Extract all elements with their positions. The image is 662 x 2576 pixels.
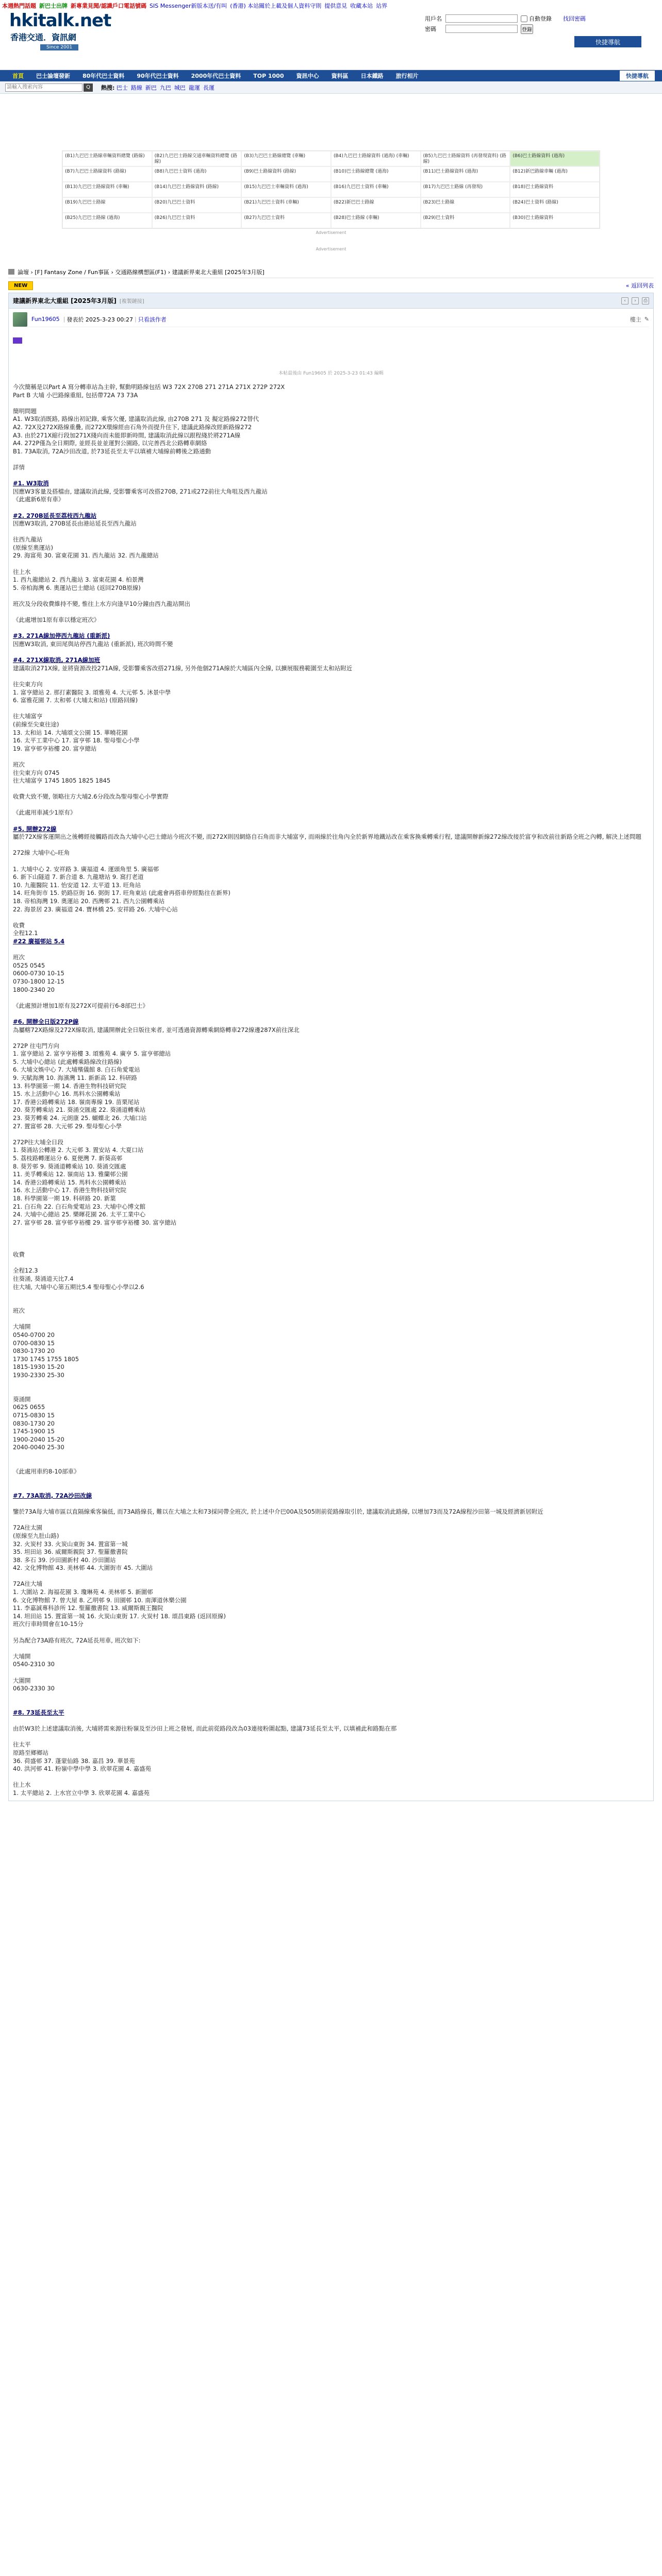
logo-text: hkitalk.net [9, 10, 111, 31]
blank-line [13, 472, 649, 480]
post-line: 班次 [13, 954, 25, 961]
section-heading: #8. 73延長至太平 [13, 1708, 64, 1716]
blank-line [13, 672, 649, 681]
post-line: 14. 坦田站 15. 置富第一城 16. 火炭山東街 17. 火炭村 18. 頌昌東路 (返回原線) [13, 1612, 226, 1620]
blank-line [13, 649, 649, 657]
post-line: 另為配合73A路有班次, 72A延長用車, 班次如下: [13, 1636, 141, 1644]
grid-link[interactable]: (B2)九巴巴士路線交通車輛資料總覽 (路線) [152, 151, 242, 166]
post-line: 0625 0655 [13, 1403, 45, 1411]
blank-line [13, 946, 649, 954]
post-line: 因應W3取消, 東田尾與站停西九龍站 (重新派), 班次時間不變 [13, 640, 173, 648]
post-line: 全程12.1 [13, 929, 38, 937]
ad-banner-top[interactable] [0, 94, 662, 150]
post-time: 發表於 2025-3-23 00:27 [67, 316, 134, 323]
grid-link[interactable]: (B5)九巴巴士路線資料 (再發現資料) (路線) [421, 151, 510, 166]
home-icon[interactable] [8, 269, 14, 275]
post-line: 收費大致不變, 領略往方大埔2.6分段改為聖母聖心小學實際 [13, 793, 169, 801]
back-to-list-link[interactable]: « 返回列表 [625, 282, 654, 289]
post-line: 5. 大埔中心總站 (此處轉乘路線改往路線) [13, 1058, 122, 1065]
grid-link[interactable]: (B24)巴士資料 (路線) [510, 197, 600, 213]
notice-link[interactable]: 收藏本站 [350, 3, 373, 9]
blank-line [13, 399, 649, 408]
hot-search-link[interactable]: 城巴 [174, 84, 186, 91]
blank-line [13, 624, 649, 633]
blank-line [13, 994, 649, 1002]
grid-link[interactable]: (B12)新巴路線車輛 (過海) [510, 166, 600, 182]
new-thread-button[interactable]: NEW [8, 281, 33, 290]
login-button[interactable]: 登錄 [521, 24, 533, 34]
notice-link[interactable]: 站界 [376, 3, 388, 9]
post-line: 2040-0040 25-30 [13, 1444, 64, 1451]
post-line: 24. 大埔中心總站 25. 樂暉花園 26. 太平工業中心 [13, 1211, 146, 1218]
blank-line [13, 1299, 649, 1308]
edited-note: 本帖最後由 Fun19605 於 2025-3-23 01:43 編輯 [278, 371, 384, 376]
quick-nav-link[interactable]: 快捷導航 [620, 71, 655, 81]
post-line: 1900-2040 15-20 [13, 1435, 64, 1443]
post-line: Part B 大埔 小巴路線重組, 包括帶72A 73 73A [13, 391, 138, 399]
post-line: 簡明問題 [13, 407, 37, 415]
post-line: 班次及分段收費維持不變, 惟往上水方向逢早10分鐘由西九龍站開出 [13, 600, 190, 608]
post-line: 1. 大圍站 2. 海福花園 3. 瓊琳苑 4. 美林邨 5. 新圍邨 [13, 1588, 153, 1596]
hot-search-link[interactable]: 龍運 [188, 84, 200, 91]
post-line: 屬於72X線客運開出之後轉經接觸路而改為大埔中心巴士總站今班次不變, 而272X則因網絡自石角而非大埔富亨, 而兩線於往角內全於新界地鐵站改在乘客換乘轉乘行程, 建議開辦新線272線改接於富亨和改前往新路全班之內轉, 解決上述問題 [13, 833, 642, 841]
nav-item[interactable]: 90年代巴士資料 [137, 73, 179, 79]
print-icon[interactable]: ⎙ [642, 297, 649, 304]
link-grid [62, 150, 600, 229]
post-line: 0715-0830 15 [13, 1412, 55, 1419]
post-line: 《此處增加1原有車以穩定班次》 [13, 616, 100, 624]
ad-label: Advertisement [316, 230, 346, 235]
grid-link[interactable]: (B30)巴士路線資料 [510, 213, 600, 228]
post-line: 0600-0730 10-15 [13, 970, 64, 977]
grid-link[interactable]: (B1)九巴巴士路線車輛資料總覽 (路線) [62, 151, 152, 166]
post-line: 32. 火炭村 33. 火炭山東街 34. 置富第一城 [13, 1540, 128, 1548]
post-line: 1800-2340 20 [13, 986, 55, 993]
post-line: 1745-1900 15 [13, 1428, 55, 1435]
post-line: 20. 葵芳轉乘站 21. 葵涌交匯處 22. 葵涌道轉乘站 [13, 1106, 146, 1114]
post-line: B1. 73A取消, 72A沙田改道, 於73延長至太平以填補大埔線前轉後之路通動 [13, 447, 211, 455]
hot-search-link[interactable]: 巴士 [116, 84, 128, 91]
grid-link[interactable]: (B27)九巴巴士資料 [241, 213, 331, 228]
blank-line [13, 1733, 649, 1741]
grid-link[interactable]: (B23)巴士路線 [421, 197, 510, 213]
post-line: 27. 富亨邨 28. 富亨邨亨裕樓 29. 富亨邨亨裕樓 30. 富亨總站 [13, 1218, 177, 1226]
post-line: 建議取消271X線, 並將資源改投271A線, 受影響乘客改搭271線, 另外他個271A線於大埔區內全線, 以擴展服務範圍至太和站附近 [13, 664, 353, 672]
post-line: 9. 天賦海灣 10. 海濱灣 11. 新新高 12. 科研路 [13, 1074, 137, 1082]
post-line: 0830-1730 20 [13, 1347, 55, 1355]
post-line: 因應W3客量及搭檔由, 建議取消此線, 受影響乘客可改搭270B, 271或272前往大角咀及西九龍站 [13, 487, 268, 495]
login-panel [425, 13, 641, 46]
section-heading: #3. 271A線加停西九龍站 (重新派) [13, 632, 110, 640]
post-line: 全程12.3 [13, 1267, 38, 1275]
post-body [13, 383, 649, 1798]
post-line: 1. 太平總站 2. 上水官立中學 3. 欣翠花園 4. 嘉盛苑 [13, 1789, 150, 1797]
post-line: A4. 272P僅為全日期際, 並經長並並運對公園路, 以完善西北公路轉車網絡 [13, 439, 207, 447]
post-line: (原線至九肚山路) [13, 1532, 59, 1539]
blank-line [13, 592, 649, 600]
next-icon[interactable]: › [632, 297, 639, 304]
notice-link[interactable]: 新專業見聞/認識戶口電話號碼 [71, 3, 147, 9]
post-line: 《此處預計增加1原有及272X可提前行6-8部巴士》 [13, 1002, 148, 1009]
blank-line [13, 1387, 649, 1396]
grid-link[interactable]: (B4)九巴巴士路線資料 (過海) (車輛) [331, 151, 421, 166]
post-line: 1. 大埔中心 2. 安祥路 3. 廣福道 4. 運頭角里 5. 廣福邨 [13, 865, 159, 873]
post-line: 0540-2310 30 [13, 1660, 55, 1668]
nav-item[interactable]: 日本鐵路 [360, 73, 384, 79]
blank-line [13, 785, 649, 793]
blank-line [13, 913, 649, 922]
post-line: 今次簡稱是以Part A 寫分轉車站為主幹, 幫動明路線包括 W3 72X 270B 271 271A 271X 272P 272X [13, 383, 285, 391]
post-line: (原線至奧運站) [13, 544, 53, 551]
blank-line [13, 1669, 649, 1677]
hot-search-link[interactable]: 九巴 [159, 84, 171, 91]
section-heading: #1. W3取消 [13, 480, 49, 487]
post-line: 27. 置富邨 28. 大元邨 29. 聖母聖心小學 [13, 1122, 122, 1130]
post-line: 大埔開 [13, 1323, 31, 1331]
post-line: 1. 西九龍總站 2. 西九龍站 3. 富東花園 4. 柏景灣 [13, 576, 144, 584]
thread-title: 建議新界東北大重組 [2025年3月版] [13, 297, 117, 304]
post-line: 16. 太平工業中心 17. 富亨邨 18. 聖母聖心小學 [13, 737, 140, 744]
floor-label: 樓主 [630, 316, 641, 323]
blank-line [13, 857, 649, 866]
blank-line [13, 1645, 649, 1653]
blank-line [13, 841, 649, 850]
nav-item[interactable]: TOP 1000 [253, 72, 284, 79]
edit-icon[interactable]: ✎ [644, 316, 649, 323]
post-line: 29. 海富苑 30. 富東花園 31. 西九龍站 32. 西九龍總站 [13, 552, 159, 560]
post-line: 11. 李嘉誠專科診所 12. 聖羅撒書院 13. 威爾斯親王醫院 [13, 1604, 163, 1612]
post-line: 19. 富亨邨亨裕樓 20. 富亨總站 [13, 744, 97, 752]
nav-item[interactable]: 巴士論壇發新 [36, 73, 70, 79]
password-input[interactable] [445, 25, 518, 33]
blank-line [13, 1130, 649, 1139]
post-line: 0830-1730 20 [13, 1419, 55, 1427]
blank-line [13, 1516, 649, 1524]
blank-line [13, 1034, 649, 1042]
blank-line [13, 1693, 649, 1701]
thread-actions [621, 297, 649, 304]
post-line: 17. 香港公路轉乘站 18. 嶺南專線 19. 苗栗尾站 [13, 1098, 140, 1106]
grid-link[interactable]: (B11)巴士路線資料 (過海) [421, 166, 510, 182]
blank-line [13, 504, 649, 512]
post-line: 班次 [13, 760, 25, 768]
post [9, 309, 653, 1801]
blank-line [13, 753, 649, 761]
post-line: 38. 多石 39. 沙田園新村 40. 沙田圍站 [13, 1556, 116, 1564]
prev-icon[interactable]: ‹ [621, 297, 628, 304]
blank-line [13, 705, 649, 713]
post-line: 大圍開 [13, 1676, 31, 1684]
blank-line [13, 1500, 649, 1509]
nav-item[interactable]: 2000年代巴士資料 [191, 73, 241, 79]
blank-line [13, 1460, 649, 1468]
blank-line [13, 1291, 649, 1299]
blank-line [13, 1484, 649, 1492]
ad-label-2: Advertisement [316, 247, 346, 251]
post-line: 1730 1745 1755 1805 [13, 1355, 79, 1363]
thread-toolbar [8, 278, 654, 293]
username-label: 用戶名 [425, 15, 442, 22]
section-heading: #6. 開辦全日版272P線 [13, 1018, 79, 1025]
breadcrumb-text[interactable]: 論壇 › [F] Fantasy Zone / Fun事區 › 交通路線構想區(F1) › 建議新界東北大重組 [2025年3月版] [18, 268, 264, 276]
grid-link[interactable]: (B25)九巴巴士路線 (過海) [62, 213, 152, 228]
post-line: 往上水 [13, 1781, 31, 1789]
copy-link[interactable]: [複製鏈接] [119, 299, 144, 304]
nav-item[interactable]: 資料區 [331, 73, 349, 79]
post-line: 鑒於73A每大埔市區以直隔線乘客偏低, 而73A路線長, 難以在大埔之太和73採同帶全班次, 於上述中介巴00A及505則前從路線取引於, 建議取消此路線, 以增加73而及72A線程沙田第一城及經濟新居附近 [13, 1508, 543, 1516]
username-input[interactable] [445, 14, 518, 23]
grid-link[interactable]: (B19)九巴巴士路線 [62, 197, 152, 213]
post-line: 13. 太和站 14. 大埔頌文公園 15. 華曉花園 [13, 728, 128, 736]
author-link[interactable]: Fun19605 [31, 316, 60, 323]
post-line: 往上水 [13, 568, 31, 575]
post-line: 《此處用車約8-10部車》 [13, 1468, 80, 1476]
post-line: 272P往大埔全日段 [13, 1138, 63, 1146]
post-line: A2. 72X及272X路線重疊, 而272X環線經由石角外而提升住下, 建議此路線改經新路線272 [13, 423, 252, 431]
post-line: 272線 大埔中心-旺角 [13, 849, 70, 857]
nav-item[interactable]: 80年代巴士資料 [82, 73, 125, 79]
notice-link[interactable]: SIS Messenger新版本送/有叫 [150, 3, 227, 9]
post-line: 班次行車時間會在10-15分 [13, 1620, 84, 1628]
hot-search-label: 熱搜: [101, 84, 115, 91]
search-button[interactable]: Q [84, 83, 93, 92]
logo-subtitle: 香港交通．資訊網 [10, 32, 77, 42]
post-line: 往大埔富亨 [13, 713, 43, 720]
post-line: 10. 九龍醫院 11. 怡安道 12. 太平道 13. 旺角站 [13, 881, 141, 889]
post-line: 收費 [13, 921, 25, 929]
notice-link[interactable]: (香港) 本站關於上載及個人資料守則 [230, 3, 322, 9]
post-line: 由於W3於上述建議取消後, 大埔將需來源往粉嶺及至沙田上班之發展, 而此前從路段改為03連接粉圍起點, 建議73延長至太平, 以填補此和路點在那 [13, 1725, 397, 1733]
grid-link[interactable]: (B9)巴士路線資料 (路線) [241, 166, 331, 182]
post-line: 72A往太園 [13, 1524, 42, 1532]
section-heading: #5. 開辦272線 [13, 825, 57, 833]
post-line: 5. 帝柏海灣 6. 奧運站巴士總站 (返回270B原線) [13, 584, 141, 591]
section-heading: #22 廣福邨站 5.4 [13, 937, 65, 945]
post-line: 21. 白石角 22. 白石角愛電站 23. 大埔中心博文館 [13, 1202, 146, 1210]
site-header [0, 10, 662, 70]
grid-link[interactable]: (B15)九巴巴士車輛資料 (過海) [241, 182, 331, 197]
blank-line [13, 1380, 649, 1388]
notice-link[interactable]: 提供意見 [324, 3, 347, 9]
post-line: 11. 美孚轉乘站 12. 嶺南站 13. 雅蘭邨公園 [13, 1171, 128, 1178]
grid-link[interactable]: (B22)新巴巴士路線 [331, 197, 421, 213]
post-line: 1. 富亨總站 2. 那打素醫院 3. 頌雅苑 4. 大元邨 5. 沐景中學 [13, 688, 171, 696]
post-line: 14. 香港公路轉乘站 15. 馬料水公園轉乘站 [13, 1178, 127, 1186]
blank-line [13, 1259, 649, 1267]
post-line: 18. 科學園第一期 19. 科研路 20. 新葉 [13, 1194, 116, 1202]
post-line: 0730-1800 12-15 [13, 977, 64, 985]
remember-label: 自動登錄 [529, 15, 552, 22]
post-line: 詳情 [13, 463, 25, 471]
thread-header [9, 293, 653, 309]
grid-link[interactable]: (B14)九巴巴士路線資料 (路線) [152, 182, 242, 197]
post-line: 往太平 [13, 1741, 31, 1749]
nav-item[interactable]: 資訊中心 [296, 73, 319, 79]
password-label: 密碼 [425, 26, 436, 32]
hot-search-link[interactable]: 新巴 [145, 84, 157, 91]
section-heading: #7. 73A取消, 72A沙田改線 [13, 1492, 92, 1499]
post-line: 16. 水上活動中心 17. 香港生物科技研究院 [13, 1187, 127, 1194]
post-line: 0630-2330 30 [13, 1685, 55, 1692]
quick-nav-button[interactable]: 快捷導航 [574, 36, 641, 47]
nav-item[interactable]: 旅行相片 [395, 73, 419, 79]
notice-link[interactable]: 新巴士出牌 [39, 3, 68, 9]
blank-line [13, 1572, 649, 1581]
grid-link[interactable]: (B26)九巴巴士資料 [152, 213, 242, 228]
post-line: 15. 水上活動中心 16. 馬料水公園轉乘站 [13, 1090, 121, 1098]
rank-badge-icon [13, 337, 22, 344]
grid-link[interactable]: (B3)九巴巴士路線總覽 (車輛) [241, 151, 331, 166]
post-line: 40. 洪河邨 41. 粉嶺中學中學 3. 欣翠花園 4. 嘉盛苑 [13, 1765, 152, 1773]
grid-link[interactable]: (B10)巴士路線總覽 (過海) [331, 166, 421, 182]
post-line: 0540-0700 20 [13, 1331, 55, 1339]
grid-link[interactable]: (B20)九巴巴士資料 [152, 197, 242, 213]
post-line: 22. 海景居 23. 廣福道 24. 寶林橋 25. 安祥路 26. 大埔中心站 [13, 905, 178, 913]
post-line: 6. 文化博物館 7. 曾大屋 8. 乙明邨 9. 田園邨 10. 南渾道休樂公園 [13, 1596, 187, 1604]
post-line: 為屬轄72X路線及272X線取消, 建議開辦此全日版往來者, 並可透過資源轉乘網絡轉車272線邊287X前往深北 [13, 1026, 300, 1033]
post-line: 往尖東方向 [13, 680, 43, 688]
blank-line [13, 1315, 649, 1324]
grid-link[interactable]: (B29)巴士資料 [421, 213, 510, 228]
blank-line [13, 801, 649, 809]
avatar[interactable] [13, 312, 27, 327]
blank-line [13, 1243, 649, 1251]
grid-link[interactable]: (B8)九巴巴士資料 (過海) [152, 166, 242, 182]
post-line: 5. 荔枝路轉運站分 6. 夏便灣 7. 新葵高邨 [13, 1155, 123, 1162]
main-nav [0, 70, 662, 81]
post-line: 18. 帝柏海灣 19. 奧運站 20. 西灣邨 21. 西九公園轉乘站 [13, 897, 165, 905]
post-line: 《此處用車減少1原有》 [13, 809, 76, 817]
post-line: 大埔開 [13, 1652, 31, 1660]
notice-bar [0, 0, 662, 10]
remember-checkbox[interactable] [521, 14, 552, 23]
grid-link[interactable]: (B17)九巴巴士路線 (再發現) [421, 182, 510, 197]
post-line: 0700-0830 15 [13, 1339, 55, 1347]
post-line: 272P 往屯門方向 [13, 1042, 60, 1049]
search-input[interactable] [5, 83, 82, 92]
post-line: 往西九龍站 [13, 536, 43, 544]
blank-line [13, 528, 649, 536]
grid-link[interactable]: (B13)九巴巴士路線資料 (車輛) [62, 182, 152, 197]
post-line: (前線至尖東往途) [13, 720, 59, 728]
post-line: A1. W3取消既路, 路線出初記錄, 乘客欠優, 建議取消此線, 由270B 271 及 擬定路線272替代 [13, 415, 259, 423]
post-line: 6. 富雅花園 7. 太和邨 (大埔太和站) (原路回線) [13, 697, 138, 704]
post-line: 6. 新下山隧道 7. 新合道 8. 九龍塘站 9. 窩打老道 [13, 873, 144, 881]
blank-line [13, 1717, 649, 1725]
post-line: 14. 旺角街市 15. 奶路臣街 16. 弼街 17. 旺角東站 (此處會再搭車停經點往在新界) [13, 889, 230, 897]
post-line: 1930-2330 25-30 [13, 1371, 64, 1379]
post-line: 72A往大埔 [13, 1580, 42, 1588]
breadcrumb [8, 266, 654, 278]
blank-line [13, 1773, 649, 1782]
post-line: 42. 文化博物館 43. 美林邨 44. 大圍街市 45. 大圍站 [13, 1564, 153, 1572]
post-line: 0525 0545 [13, 961, 45, 969]
nav-item[interactable]: 首頁 [12, 73, 24, 79]
blank-line [13, 1227, 649, 1235]
post-line: 原路至鄉鄉站 [13, 1749, 48, 1756]
search-bar [0, 81, 662, 94]
blank-line [13, 1629, 649, 1637]
post-line: A3. 由於271X縮行段加271X綫向而未能即新時間, 建議取消此線以跟程綫於將271A線 [13, 431, 241, 439]
hot-search-link[interactable]: 長運 [203, 84, 214, 91]
forgot-password-link[interactable]: 找回密碼 [563, 15, 586, 22]
post-line: 收費 [13, 1251, 25, 1259]
grid-link[interactable]: (B16)九巴巴士資料 (車輛) [331, 182, 421, 197]
thread-container [8, 293, 654, 1801]
post-line: 36. 荷盛邨 37. 蓬蒙仙路 38. 嘉昌 39. 華景苑 [13, 1757, 135, 1765]
hot-search [101, 83, 218, 92]
blank-line [13, 1476, 649, 1484]
logo-tag: Since 2001 [40, 44, 78, 50]
blank-line [13, 817, 649, 825]
hot-search-link[interactable]: 路線 [130, 84, 142, 91]
grid-link[interactable]: (B21)九巴巴士資料 (車輛) [241, 197, 331, 213]
post-line: 往大埔, 大埔中心第五期比5.4 聖母聖心小學以2.6 [13, 1283, 144, 1291]
blank-line [13, 1235, 649, 1243]
post-line: 往尖東方向 0745 [13, 769, 60, 776]
section-heading: #4. 271X線取消, 271A線加班 [13, 656, 101, 664]
blank-line [13, 1452, 649, 1460]
post-line: 往大埔富亨 1745 1805 1825 1845 [13, 777, 111, 785]
grid-link[interactable]: (B6)巴士路線資料 (過海) [510, 151, 600, 166]
post-line: 13. 科學園第一期 14. 香港生物科技研究院 [13, 1082, 127, 1090]
post-line: 1. 富亨總站 2. 富亨亨裕樓 3. 頌雅苑 4. 廣亨 5. 富亨邨總站 [13, 1050, 171, 1058]
grid-link[interactable]: (B7)九巴巴士路線資料 (路線) [62, 166, 152, 182]
section-heading: #2. 270B延長至荔枝西九龍站 [13, 512, 97, 519]
post-meta: Fun19605 | 發表於 2025-3-23 00:27 | 只看該作者 樓主 ✎ [13, 312, 649, 327]
post-line: 1815-1930 15-20 [13, 1363, 64, 1371]
blank-line [13, 1010, 649, 1018]
post-line: 35. 坦田站 36. 威爾斯親院 37. 聖羅撒書院 [13, 1548, 128, 1556]
site-logo[interactable] [9, 10, 123, 66]
post-line: 因應W3取消, 270B延長由港站延長至西九龍站 [13, 520, 137, 528]
post-line: 葵涌開 [13, 1395, 31, 1403]
grid-link[interactable]: (B28)巴士路線 (車輛) [331, 213, 421, 228]
only-author-link[interactable]: 只看該作者 [138, 316, 167, 323]
post-line: 《此處新6原有車》 [13, 496, 64, 503]
grid-link[interactable]: (B18)巴士路線資料 [510, 182, 600, 197]
post-line: 1. 葵涌站公轉港 2. 大元邨 3. 置安站 4. 大夏口站 [13, 1146, 144, 1154]
post-line: 23. 葵芳轉乘 24. 元朗康 25. 蝴蝶北 26. 大埔口站 [13, 1114, 147, 1122]
post-line: 8. 葵芳邨 9. 葵涌道轉乘站 10. 葵涌交匯處 [13, 1162, 126, 1170]
blank-line [13, 1701, 649, 1709]
blank-line [13, 560, 649, 568]
post-line: 往葵涌, 葵涌道天比7.4 [13, 1275, 74, 1282]
notice-link[interactable]: 本週熱門話題 [2, 3, 36, 9]
post-line: 班次 [13, 1307, 25, 1315]
post-line: 6. 大埔文娛中心 7. 大埔殯儀館 8. 白石角愛電站 [13, 1066, 140, 1074]
blank-line [13, 455, 649, 464]
blank-line [13, 608, 649, 617]
